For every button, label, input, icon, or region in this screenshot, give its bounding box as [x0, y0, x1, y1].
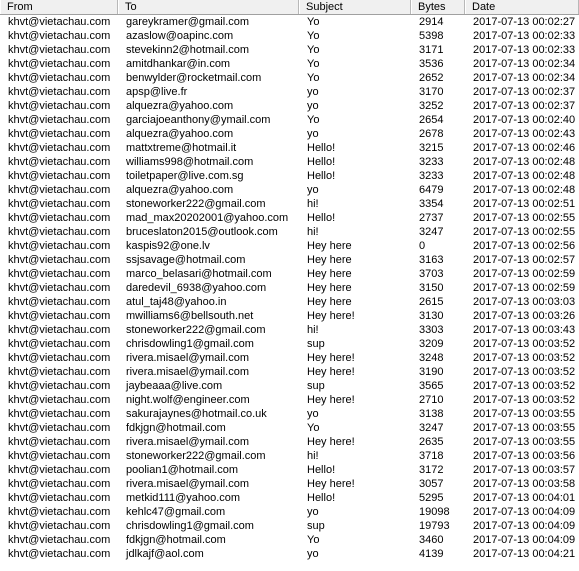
table-row[interactable] — [0, 295, 579, 309]
subject-cell: Hello! — [307, 156, 336, 168]
date-cell: 2017-07-13 00:04:09 — [473, 520, 576, 532]
to-cell: jaybeaaa@live.com — [126, 380, 223, 392]
subject-cell: sup — [307, 520, 325, 532]
from-cell: khvt@vietachau.com — [8, 114, 111, 126]
date-cell: 2017-07-13 00:02:40 — [473, 114, 576, 126]
bytes-cell: 3233 — [419, 170, 444, 182]
subject-cell: Hey here! — [307, 394, 355, 406]
subject-cell: Hello! — [307, 464, 336, 476]
bytes-cell: 2654 — [419, 114, 444, 126]
bytes-cell: 3171 — [419, 44, 444, 56]
table-row[interactable] — [0, 337, 579, 351]
date-cell: 2017-07-13 00:02:37 — [473, 86, 576, 98]
date-cell: 2017-07-13 00:02:59 — [473, 268, 576, 280]
to-cell: azaslow@oapinc.com — [126, 30, 234, 42]
date-cell: 2017-07-13 00:03:52 — [473, 338, 576, 350]
to-cell: garciajoeanthony@ymail.com — [126, 114, 271, 126]
date-cell: 2017-07-13 00:03:52 — [473, 394, 576, 406]
to-cell: rivera.misael@ymail.com — [126, 478, 250, 490]
subject-cell: Yo — [307, 422, 320, 434]
table-row[interactable] — [0, 127, 579, 141]
to-cell: fdkjgn@hotmail.com — [126, 422, 226, 434]
from-cell: khvt@vietachau.com — [8, 450, 111, 462]
bytes-cell: 3233 — [419, 156, 444, 168]
table-row[interactable] — [0, 505, 579, 519]
date-cell: 2017-07-13 00:02:27 — [473, 16, 576, 28]
to-cell: rivera.misael@ymail.com — [126, 436, 250, 448]
bytes-cell: 3130 — [419, 310, 444, 322]
from-cell: khvt@vietachau.com — [8, 282, 111, 294]
to-cell: alquezra@yahoo.com — [126, 100, 234, 112]
bytes-cell: 3248 — [419, 352, 444, 364]
bytes-cell: 3215 — [419, 142, 444, 154]
table-row[interactable] — [0, 15, 579, 29]
subject-cell: Hey here! — [307, 366, 355, 378]
bytes-cell: 2652 — [419, 72, 444, 84]
from-cell: khvt@vietachau.com — [8, 72, 111, 84]
subject-cell: yo — [307, 100, 319, 112]
column-header-bytes[interactable]: Bytes — [411, 0, 465, 14]
column-header-date[interactable]: Date — [465, 0, 579, 14]
from-cell: khvt@vietachau.com — [8, 240, 111, 252]
to-cell: mwilliams6@bellsouth.net — [126, 310, 254, 322]
bytes-cell: 3354 — [419, 198, 444, 210]
from-cell: khvt@vietachau.com — [8, 128, 111, 140]
from-cell: khvt@vietachau.com — [8, 492, 111, 504]
from-cell: khvt@vietachau.com — [8, 86, 111, 98]
subject-cell: hi! — [307, 226, 319, 238]
bytes-cell: 3565 — [419, 380, 444, 392]
date-cell: 2017-07-13 00:04:09 — [473, 506, 576, 518]
table-row[interactable] — [0, 211, 579, 225]
subject-cell: Yo — [307, 44, 320, 56]
to-cell: atul_taj48@yahoo.in — [126, 296, 227, 308]
table-row[interactable] — [0, 533, 579, 547]
bytes-cell: 3718 — [419, 450, 444, 462]
from-cell: khvt@vietachau.com — [8, 324, 111, 336]
table-row[interactable] — [0, 421, 579, 435]
from-cell: khvt@vietachau.com — [8, 268, 111, 280]
bytes-cell: 3460 — [419, 534, 444, 546]
to-cell: benwylder@rocketmail.com — [126, 72, 262, 84]
table-row[interactable] — [0, 547, 579, 561]
to-cell: rivera.misael@ymail.com — [126, 366, 250, 378]
from-cell: khvt@vietachau.com — [8, 394, 111, 406]
date-cell: 2017-07-13 00:03:26 — [473, 310, 576, 322]
table-row[interactable] — [0, 253, 579, 267]
table-row[interactable] — [0, 491, 579, 505]
bytes-cell: 3163 — [419, 254, 444, 266]
to-cell: jdlkajf@aol.com — [126, 548, 204, 560]
date-cell: 2017-07-13 00:04:01 — [473, 492, 576, 504]
bytes-cell: 19098 — [419, 506, 450, 518]
subject-cell: yo — [307, 548, 319, 560]
bytes-cell: 3536 — [419, 58, 444, 70]
table-row[interactable] — [0, 43, 579, 57]
to-cell: stoneworker222@gmail.com — [126, 450, 266, 462]
subject-cell: yo — [307, 86, 319, 98]
subject-cell: hi! — [307, 450, 319, 462]
table-row[interactable] — [0, 155, 579, 169]
table-header — [0, 0, 579, 15]
column-header-subject[interactable]: Subject — [299, 0, 411, 14]
table-row[interactable] — [0, 519, 579, 533]
bytes-cell: 3138 — [419, 408, 444, 420]
from-cell: khvt@vietachau.com — [8, 254, 111, 266]
table-row[interactable] — [0, 323, 579, 337]
to-cell: stoneworker222@gmail.com — [126, 324, 266, 336]
table-row[interactable] — [0, 239, 579, 253]
table-row[interactable] — [0, 281, 579, 295]
date-cell: 2017-07-13 00:03:52 — [473, 366, 576, 378]
date-cell: 2017-07-13 00:02:37 — [473, 100, 576, 112]
from-cell: khvt@vietachau.com — [8, 170, 111, 182]
date-cell: 2017-07-13 00:03:43 — [473, 324, 576, 336]
subject-cell: Hey here! — [307, 352, 355, 364]
table-row[interactable] — [0, 435, 579, 449]
subject-cell: sup — [307, 380, 325, 392]
to-cell: apsp@live.fr — [126, 86, 188, 98]
from-cell: khvt@vietachau.com — [8, 338, 111, 350]
date-cell: 2017-07-13 00:02:55 — [473, 226, 576, 238]
subject-cell: sup — [307, 338, 325, 350]
date-cell: 2017-07-13 00:04:21 — [473, 548, 576, 560]
to-cell: daredevil_6938@yahoo.com — [126, 282, 267, 294]
date-cell: 2017-07-13 00:03:03 — [473, 296, 576, 308]
from-cell: khvt@vietachau.com — [8, 310, 111, 322]
subject-cell: Yo — [307, 114, 320, 126]
date-cell: 2017-07-13 00:03:57 — [473, 464, 576, 476]
table-row[interactable] — [0, 183, 579, 197]
from-cell: khvt@vietachau.com — [8, 142, 111, 154]
table-row[interactable] — [0, 449, 579, 463]
bytes-cell: 19793 — [419, 520, 450, 532]
date-cell: 2017-07-13 00:03:55 — [473, 436, 576, 448]
from-cell: khvt@vietachau.com — [8, 212, 111, 224]
from-cell: khvt@vietachau.com — [8, 198, 111, 210]
to-cell: metkid111@yahoo.com — [126, 492, 241, 504]
date-cell: 2017-07-13 00:02:34 — [473, 58, 576, 70]
to-cell: rivera.misael@ymail.com — [126, 352, 250, 364]
date-cell: 2017-07-13 00:03:56 — [473, 450, 576, 462]
bytes-cell: 2914 — [419, 16, 444, 28]
subject-cell: Hey here — [307, 268, 352, 280]
table-row[interactable] — [0, 309, 579, 323]
to-cell: poolian1@hotmail.com — [126, 464, 239, 476]
to-cell: kaspis92@one.lv — [126, 240, 210, 252]
bytes-cell: 2635 — [419, 436, 444, 448]
table-row[interactable] — [0, 71, 579, 85]
to-cell: williams998@hotmail.com — [126, 156, 254, 168]
column-header-from[interactable]: From — [0, 0, 118, 14]
date-cell: 2017-07-13 00:02:33 — [473, 30, 576, 42]
table-row[interactable] — [0, 463, 579, 477]
from-cell: khvt@vietachau.com — [8, 156, 111, 168]
date-cell: 2017-07-13 00:03:52 — [473, 380, 576, 392]
subject-cell: Hey here — [307, 282, 352, 294]
subject-cell: Hey here! — [307, 436, 355, 448]
from-cell: khvt@vietachau.com — [8, 44, 111, 56]
bytes-cell: 2678 — [419, 128, 444, 140]
bytes-cell: 5398 — [419, 30, 444, 42]
date-cell: 2017-07-13 00:03:58 — [473, 478, 576, 490]
subject-cell: Yo — [307, 30, 320, 42]
date-cell: 2017-07-13 00:04:09 — [473, 534, 576, 546]
table-row[interactable] — [0, 113, 579, 127]
bytes-cell: 3703 — [419, 268, 444, 280]
subject-cell: Hello! — [307, 212, 336, 224]
subject-cell: yo — [307, 408, 319, 420]
subject-cell: Hello! — [307, 492, 336, 504]
column-header-to[interactable]: To — [118, 0, 299, 14]
date-cell: 2017-07-13 00:02:59 — [473, 282, 576, 294]
bytes-cell: 4139 — [419, 548, 444, 560]
to-cell: mad_max20202001@yahoo.com — [126, 212, 289, 224]
subject-cell: hi! — [307, 198, 319, 210]
table-row[interactable] — [0, 393, 579, 407]
bytes-cell: 2710 — [419, 394, 444, 406]
to-cell: bruceslaton2015@outlook.com — [126, 226, 278, 238]
subject-cell: hi! — [307, 324, 319, 336]
to-cell: kehlc47@gmail.com — [126, 506, 226, 518]
date-cell: 2017-07-13 00:02:43 — [473, 128, 576, 140]
date-cell: 2017-07-13 00:02:55 — [473, 212, 576, 224]
from-cell: khvt@vietachau.com — [8, 534, 111, 546]
date-cell: 2017-07-13 00:02:48 — [473, 184, 576, 196]
from-cell: khvt@vietachau.com — [8, 16, 111, 28]
subject-cell: Hey here! — [307, 310, 355, 322]
to-cell: fdkjgn@hotmail.com — [126, 534, 226, 546]
table-row[interactable] — [0, 99, 579, 113]
from-cell: khvt@vietachau.com — [8, 366, 111, 378]
bytes-cell: 3247 — [419, 422, 444, 434]
table-row[interactable] — [0, 85, 579, 99]
from-cell: khvt@vietachau.com — [8, 296, 111, 308]
table-row[interactable] — [0, 477, 579, 491]
bytes-cell: 0 — [419, 240, 426, 252]
date-cell: 2017-07-13 00:02:56 — [473, 240, 576, 252]
subject-cell: Yo — [307, 534, 320, 546]
subject-cell: Hey here — [307, 240, 352, 252]
date-cell: 2017-07-13 00:02:33 — [473, 44, 576, 56]
bytes-cell: 2615 — [419, 296, 444, 308]
from-cell: khvt@vietachau.com — [8, 478, 111, 490]
from-cell: khvt@vietachau.com — [8, 380, 111, 392]
table-row[interactable] — [0, 365, 579, 379]
from-cell: khvt@vietachau.com — [8, 226, 111, 238]
table-row[interactable] — [0, 169, 579, 183]
date-cell: 2017-07-13 00:02:34 — [473, 72, 576, 84]
date-cell: 2017-07-13 00:02:48 — [473, 170, 576, 182]
to-cell: gareykramer@gmail.com — [126, 16, 250, 28]
date-cell: 2017-07-13 00:03:55 — [473, 422, 576, 434]
to-cell: stoneworker222@gmail.com — [126, 198, 266, 210]
from-cell: khvt@vietachau.com — [8, 58, 111, 70]
to-cell: amitdhankar@in.com — [126, 58, 231, 70]
bytes-cell: 3172 — [419, 464, 444, 476]
bytes-cell: 3057 — [419, 478, 444, 490]
to-cell: night.wolf@engineer.com — [126, 394, 250, 406]
bytes-cell: 5295 — [419, 492, 444, 504]
table-body — [0, 15, 579, 571]
date-cell: 2017-07-13 00:03:55 — [473, 408, 576, 420]
from-cell: khvt@vietachau.com — [8, 436, 111, 448]
to-cell: alquezra@yahoo.com — [126, 128, 234, 140]
table-row[interactable] — [0, 407, 579, 421]
date-cell: 2017-07-13 00:03:52 — [473, 352, 576, 364]
to-cell: marco_belasari@hotmail.com — [126, 268, 272, 280]
table-row[interactable] — [0, 379, 579, 393]
table-row[interactable] — [0, 197, 579, 211]
bytes-cell: 2737 — [419, 212, 444, 224]
from-cell: khvt@vietachau.com — [8, 520, 111, 532]
bytes-cell: 3170 — [419, 86, 444, 98]
from-cell: khvt@vietachau.com — [8, 422, 111, 434]
to-cell: toiletpaper@live.com.sg — [126, 170, 244, 182]
table-row[interactable] — [0, 267, 579, 281]
subject-cell: yo — [307, 128, 319, 140]
bytes-cell: 3150 — [419, 282, 444, 294]
bytes-cell: 3247 — [419, 226, 444, 238]
from-cell: khvt@vietachau.com — [8, 464, 111, 476]
to-cell: chrisdowling1@gmail.com — [126, 338, 254, 350]
to-cell: mattxtreme@hotmail.it — [126, 142, 237, 154]
subject-cell: Hey here — [307, 254, 352, 266]
to-cell: ssjsavage@hotmail.com — [126, 254, 246, 266]
to-cell: sakurajaynes@hotmail.co.uk — [126, 408, 267, 420]
subject-cell: Hey here! — [307, 478, 355, 490]
subject-cell: yo — [307, 506, 319, 518]
to-cell: stevekinn2@hotmail.com — [126, 44, 250, 56]
from-cell: khvt@vietachau.com — [8, 30, 111, 42]
date-cell: 2017-07-13 00:02:46 — [473, 142, 576, 154]
subject-cell: Yo — [307, 16, 320, 28]
bytes-cell: 3303 — [419, 324, 444, 336]
from-cell: khvt@vietachau.com — [8, 184, 111, 196]
bytes-cell: 3190 — [419, 366, 444, 378]
from-cell: khvt@vietachau.com — [8, 506, 111, 518]
subject-cell: Hello! — [307, 142, 336, 154]
subject-cell: Yo — [307, 72, 320, 84]
to-cell: chrisdowling1@gmail.com — [126, 520, 254, 532]
table-row[interactable] — [0, 141, 579, 155]
bytes-cell: 3252 — [419, 100, 444, 112]
date-cell: 2017-07-13 00:02:51 — [473, 198, 576, 210]
subject-cell: yo — [307, 184, 319, 196]
from-cell: khvt@vietachau.com — [8, 352, 111, 364]
from-cell: khvt@vietachau.com — [8, 548, 111, 560]
bytes-cell: 6479 — [419, 184, 444, 196]
from-cell: khvt@vietachau.com — [8, 100, 111, 112]
subject-cell: Yo — [307, 58, 320, 70]
from-cell: khvt@vietachau.com — [8, 408, 111, 420]
table-row[interactable] — [0, 29, 579, 43]
table-row[interactable] — [0, 351, 579, 365]
subject-cell: Hey here — [307, 296, 352, 308]
table-row[interactable] — [0, 225, 579, 239]
to-cell: alquezra@yahoo.com — [126, 184, 234, 196]
bytes-cell: 3209 — [419, 338, 444, 350]
table-row[interactable] — [0, 57, 579, 71]
date-cell: 2017-07-13 00:02:48 — [473, 156, 576, 168]
date-cell: 2017-07-13 00:02:57 — [473, 254, 576, 266]
subject-cell: Hello! — [307, 170, 336, 182]
